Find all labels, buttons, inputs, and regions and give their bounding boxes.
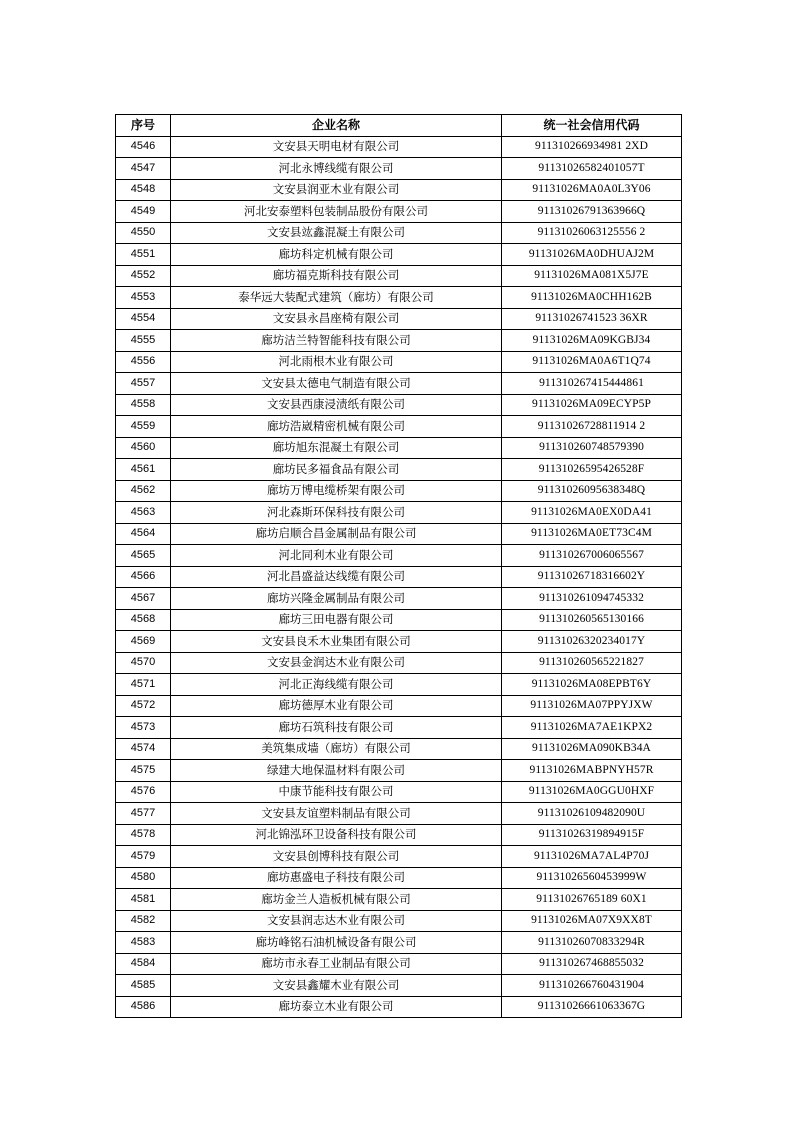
row-enterprise-name-cell: 河北安泰塑料包装制品股份有限公司 <box>171 201 502 223</box>
table-row <box>116 781 682 803</box>
enterprise-credit-code-table <box>115 114 682 1018</box>
row-enterprise-name-cell: 美筑集成墙（廊坊）有限公司 <box>171 738 502 760</box>
table-row <box>116 265 682 287</box>
row-enterprise-name-cell: 廊坊福克斯科技有限公司 <box>171 265 502 287</box>
row-credit-code-cell: 91131026MA07PPYJXW <box>502 695 682 717</box>
header-seq: 序号 <box>116 115 171 137</box>
row-credit-code-cell: 91131026MA7AE1KPX2 <box>502 717 682 739</box>
row-seq-cell: 4576 <box>116 781 171 803</box>
row-enterprise-name-cell: 河北永博线缆有限公司 <box>171 158 502 180</box>
row-seq-cell: 4578 <box>116 824 171 846</box>
row-credit-code-cell: 91131026MA09KGBJ34 <box>502 330 682 352</box>
row-credit-code-cell: 911310266760431904 <box>502 975 682 997</box>
table-row <box>116 910 682 932</box>
row-credit-code-cell: 91131026MA07X9XX8T <box>502 910 682 932</box>
row-enterprise-name-cell: 文安县良禾木业集团有限公司 <box>171 631 502 653</box>
row-credit-code-cell: 911310266934981 2XD <box>502 136 682 158</box>
table-row <box>116 373 682 395</box>
table-row <box>116 330 682 352</box>
row-credit-code-cell: 91131026595426528F <box>502 459 682 481</box>
row-seq-cell: 4575 <box>116 760 171 782</box>
row-seq-cell: 4573 <box>116 717 171 739</box>
row-seq-cell: 4550 <box>116 222 171 244</box>
row-credit-code-cell: 911310260748579390 <box>502 437 682 459</box>
table-row <box>116 889 682 911</box>
row-enterprise-name-cell: 廊坊石筑科技有限公司 <box>171 717 502 739</box>
row-credit-code-cell: 91131026063125556 2 <box>502 222 682 244</box>
row-enterprise-name-cell: 廊坊兴隆金属制品有限公司 <box>171 588 502 610</box>
row-enterprise-name-cell: 廊坊旭东混凝土有限公司 <box>171 437 502 459</box>
table-row <box>116 631 682 653</box>
row-credit-code-cell: 91131026741523 36XR <box>502 308 682 330</box>
row-enterprise-name-cell: 廊坊泰立木业有限公司 <box>171 996 502 1018</box>
row-enterprise-name-cell: 文安县友谊塑料制品有限公司 <box>171 803 502 825</box>
row-credit-code-cell: 91131026320234017Y <box>502 631 682 653</box>
table-body <box>116 136 682 1018</box>
row-seq-cell: 4579 <box>116 846 171 868</box>
table-row <box>116 244 682 266</box>
row-enterprise-name-cell: 河北正海线缆有限公司 <box>171 674 502 696</box>
row-seq-cell: 4565 <box>116 545 171 567</box>
table-row <box>116 932 682 954</box>
table-row <box>116 201 682 223</box>
row-enterprise-name-cell: 廊坊峰铭石油机械设备有限公司 <box>171 932 502 954</box>
row-seq-cell: 4574 <box>116 738 171 760</box>
row-seq-cell: 4552 <box>116 265 171 287</box>
row-credit-code-cell: 91131026MA0CHH162B <box>502 287 682 309</box>
row-credit-code-cell: 91131026MA0ET73C4M <box>502 523 682 545</box>
row-seq-cell: 4567 <box>116 588 171 610</box>
table-row <box>116 760 682 782</box>
row-credit-code-cell: 91131026MA09ECYP5P <box>502 394 682 416</box>
row-enterprise-name-cell: 河北同利木业有限公司 <box>171 545 502 567</box>
row-enterprise-name-cell: 河北森斯环保科技有限公司 <box>171 502 502 524</box>
row-credit-code-cell: 91131026728811914 2 <box>502 416 682 438</box>
table-row <box>116 996 682 1018</box>
row-credit-code-cell: 91131026095638348Q <box>502 480 682 502</box>
row-credit-code-cell: 91131026MA08EPBT6Y <box>502 674 682 696</box>
table-row <box>116 846 682 868</box>
row-enterprise-name-cell: 文安县天明电材有限公司 <box>171 136 502 158</box>
table-row <box>116 717 682 739</box>
row-seq-cell: 4549 <box>116 201 171 223</box>
row-credit-code-cell: 91131026MABPNYH57R <box>502 760 682 782</box>
table-row <box>116 953 682 975</box>
row-enterprise-name-cell: 河北昌盛益达线缆有限公司 <box>171 566 502 588</box>
row-enterprise-name-cell: 泰华远大装配式建筑（廊坊）有限公司 <box>171 287 502 309</box>
row-credit-code-cell: 91131026319894915F <box>502 824 682 846</box>
table-row <box>116 803 682 825</box>
row-credit-code-cell: 91131026765189 60X1 <box>502 889 682 911</box>
row-credit-code-cell: 91131026MA081X5J7E <box>502 265 682 287</box>
row-credit-code-cell: 91131026560453999W <box>502 867 682 889</box>
row-seq-cell: 4547 <box>116 158 171 180</box>
row-seq-cell: 4581 <box>116 889 171 911</box>
row-credit-code-cell: 91131026MA0A6T1Q74 <box>502 351 682 373</box>
row-seq-cell: 4558 <box>116 394 171 416</box>
row-enterprise-name-cell: 绿建大地保温材料有限公司 <box>171 760 502 782</box>
row-enterprise-name-cell: 文安县鑫耀木业有限公司 <box>171 975 502 997</box>
row-enterprise-name-cell: 廊坊市永春工业制品有限公司 <box>171 953 502 975</box>
row-credit-code-cell: 91131026MA0DHUAJ2M <box>502 244 682 266</box>
table-row <box>116 394 682 416</box>
table-row <box>116 502 682 524</box>
row-credit-code-cell: 91131026109482090U <box>502 803 682 825</box>
header-enterprise-name: 企业名称 <box>171 115 502 137</box>
table-row <box>116 695 682 717</box>
row-credit-code-cell: 91131026718316602Y <box>502 566 682 588</box>
row-enterprise-name-cell: 文安县金润达木业有限公司 <box>171 652 502 674</box>
row-enterprise-name-cell: 廊坊洁兰特智能科技有限公司 <box>171 330 502 352</box>
row-enterprise-name-cell: 廊坊惠盛电子科技有限公司 <box>171 867 502 889</box>
table-row <box>116 351 682 373</box>
row-enterprise-name-cell: 廊坊启顺合昌金属制品有限公司 <box>171 523 502 545</box>
table-row <box>116 158 682 180</box>
table-row <box>116 674 682 696</box>
row-credit-code-cell: 91131026582401057T <box>502 158 682 180</box>
row-seq-cell: 4555 <box>116 330 171 352</box>
table-row <box>116 308 682 330</box>
row-credit-code-cell: 91131026MA0GGU0HXF <box>502 781 682 803</box>
row-enterprise-name-cell: 文安县西康浸渍纸有限公司 <box>171 394 502 416</box>
row-enterprise-name-cell: 河北锦泓环卫设备科技有限公司 <box>171 824 502 846</box>
row-enterprise-name-cell: 文安县竑鑫混凝土有限公司 <box>171 222 502 244</box>
row-credit-code-cell: 911310267468855032 <box>502 953 682 975</box>
row-enterprise-name-cell: 廊坊科定机械有限公司 <box>171 244 502 266</box>
table-row <box>116 588 682 610</box>
row-seq-cell: 4546 <box>116 136 171 158</box>
row-seq-cell: 4556 <box>116 351 171 373</box>
table-row <box>116 652 682 674</box>
table-header-row <box>116 115 682 137</box>
row-seq-cell: 4553 <box>116 287 171 309</box>
row-enterprise-name-cell: 文安县润亚木业有限公司 <box>171 179 502 201</box>
row-enterprise-name-cell: 廊坊三田电器有限公司 <box>171 609 502 631</box>
row-seq-cell: 4577 <box>116 803 171 825</box>
row-enterprise-name-cell: 文安县太德电气制造有限公司 <box>171 373 502 395</box>
row-seq-cell: 4554 <box>116 308 171 330</box>
row-seq-cell: 4564 <box>116 523 171 545</box>
row-credit-code-cell: 911310260565130166 <box>502 609 682 631</box>
row-seq-cell: 4566 <box>116 566 171 588</box>
row-credit-code-cell: 911310267006065567 <box>502 545 682 567</box>
row-enterprise-name-cell: 廊坊民多福食品有限公司 <box>171 459 502 481</box>
row-seq-cell: 4563 <box>116 502 171 524</box>
row-enterprise-name-cell: 文安县创博科技有限公司 <box>171 846 502 868</box>
row-seq-cell: 4561 <box>116 459 171 481</box>
table-row <box>116 824 682 846</box>
row-seq-cell: 4568 <box>116 609 171 631</box>
table-row <box>116 437 682 459</box>
row-credit-code-cell: 91131026MA0A0L3Y06 <box>502 179 682 201</box>
row-credit-code-cell: 911310260565221827 <box>502 652 682 674</box>
header-credit-code: 统一社会信用代码 <box>502 115 682 137</box>
table-row <box>116 416 682 438</box>
row-seq-cell: 4560 <box>116 437 171 459</box>
row-seq-cell: 4570 <box>116 652 171 674</box>
row-seq-cell: 4548 <box>116 179 171 201</box>
table-row <box>116 523 682 545</box>
row-credit-code-cell: 911310261094745332 <box>502 588 682 610</box>
table-row <box>116 459 682 481</box>
row-enterprise-name-cell: 廊坊浩崴精密机械有限公司 <box>171 416 502 438</box>
row-credit-code-cell: 91131026661063367G <box>502 996 682 1018</box>
table-row <box>116 975 682 997</box>
table-row <box>116 545 682 567</box>
row-enterprise-name-cell: 廊坊德厚木业有限公司 <box>171 695 502 717</box>
row-enterprise-name-cell: 文安县润志达木业有限公司 <box>171 910 502 932</box>
row-credit-code-cell: 91131026MA090KB34A <box>502 738 682 760</box>
table-row <box>116 867 682 889</box>
table-row <box>116 480 682 502</box>
row-enterprise-name-cell: 廊坊万博电缆桥架有限公司 <box>171 480 502 502</box>
row-enterprise-name-cell: 文安县永昌座椅有限公司 <box>171 308 502 330</box>
row-seq-cell: 4562 <box>116 480 171 502</box>
table-row <box>116 566 682 588</box>
row-seq-cell: 4585 <box>116 975 171 997</box>
row-seq-cell: 4571 <box>116 674 171 696</box>
table-row <box>116 222 682 244</box>
row-seq-cell: 4584 <box>116 953 171 975</box>
row-credit-code-cell: 911310267415444861 <box>502 373 682 395</box>
row-seq-cell: 4559 <box>116 416 171 438</box>
row-seq-cell: 4582 <box>116 910 171 932</box>
table-row <box>116 287 682 309</box>
row-enterprise-name-cell: 河北雨根木业有限公司 <box>171 351 502 373</box>
row-credit-code-cell: 91131026070833294R <box>502 932 682 954</box>
row-seq-cell: 4580 <box>116 867 171 889</box>
table-row <box>116 738 682 760</box>
table-row <box>116 136 682 158</box>
table-row <box>116 609 682 631</box>
row-credit-code-cell: 91131026MA0EX0DA41 <box>502 502 682 524</box>
row-seq-cell: 4551 <box>116 244 171 266</box>
row-seq-cell: 4572 <box>116 695 171 717</box>
row-credit-code-cell: 91131026791363966Q <box>502 201 682 223</box>
row-enterprise-name-cell: 中康节能科技有限公司 <box>171 781 502 803</box>
row-seq-cell: 4586 <box>116 996 171 1018</box>
row-credit-code-cell: 91131026MA7AL4P70J <box>502 846 682 868</box>
row-enterprise-name-cell: 廊坊金兰人造板机械有限公司 <box>171 889 502 911</box>
table-row <box>116 179 682 201</box>
row-seq-cell: 4569 <box>116 631 171 653</box>
row-seq-cell: 4583 <box>116 932 171 954</box>
row-seq-cell: 4557 <box>116 373 171 395</box>
